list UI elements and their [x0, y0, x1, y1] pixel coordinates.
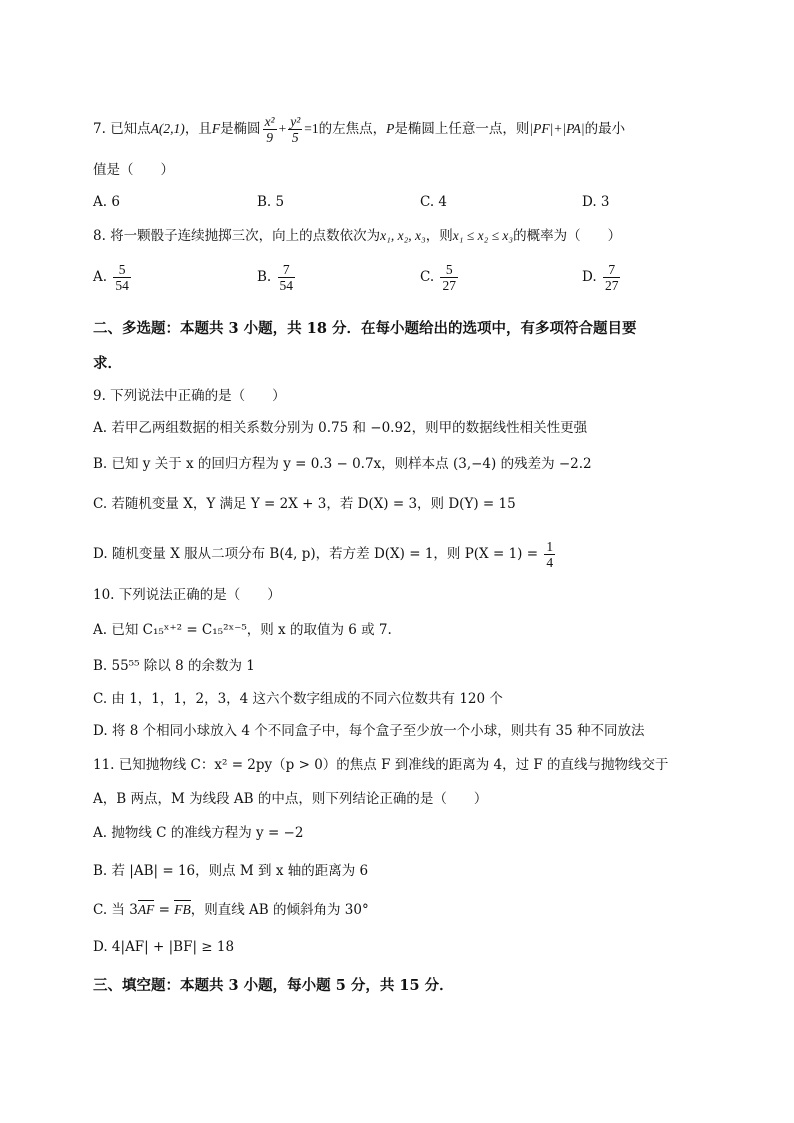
q8-c-num: 5 — [440, 262, 458, 278]
q7-text-4: 的左焦点， — [318, 121, 387, 137]
q11-c-vector-fb: FB — [174, 902, 191, 917]
q8-d-num: 7 — [603, 262, 621, 278]
q11-c-post: ，则直线 AB 的倾斜角为 30° — [190, 902, 369, 918]
q7-y-num: y² — [290, 114, 301, 129]
q9-option-d[interactable] — [93, 539, 557, 570]
q9-option-a[interactable]: A. 若甲乙两组数据的相关系数分别为 0.75 和 −0.92，则甲的数据线性相关性更强 — [93, 420, 588, 436]
q7-stem-line1 — [93, 114, 625, 145]
q9-d-text: D. 随机变量 X 服从二项分布 B(4, p)，若方差 D(X) = 1，则 P(X = 1) = — [93, 546, 539, 562]
q11-c-mid: = — [154, 902, 175, 918]
q7-expression: |PF|+|PA| — [529, 121, 585, 136]
q7-text-2: ，且 — [184, 121, 212, 137]
q7-text-3: 是椭圆 — [220, 121, 261, 137]
q11-stem-line1: 11. 已知抛物线 C：x² = 2py（p > 0）的焦点 F 到准线的距离为 4，过 F 的直线与抛物线交于 — [93, 757, 669, 773]
q10-option-c[interactable]: C. 由 1，1，1，2，3，4 这六个数字组成的不同六位数共有 120 个 — [93, 691, 503, 707]
q11-c-vector-af: AF — [137, 902, 155, 917]
q7-text-1: 已知点 — [110, 121, 151, 137]
q8-stem — [93, 227, 621, 245]
q10-stem: 10. 下列说法正确的是（ ） — [93, 587, 281, 603]
q7-ellipse-y-frac — [288, 114, 302, 145]
q7-y-den: 5 — [291, 130, 299, 145]
q11-stem-line2: A，B 两点，M 为线段 AB 的中点，则下列结论正确的是（ ） — [93, 791, 488, 807]
q9-option-c[interactable]: C. 若随机变量 X，Y 满足 Y = 2X + 3，若 D(X) = 3，则 D(Y) = 15 — [93, 496, 516, 512]
q7-x-num: x² — [264, 114, 275, 129]
q8-a-den: 54 — [115, 278, 129, 293]
q7-focus-f: F — [211, 121, 221, 136]
q11-c-pre: C. 当 3 — [93, 902, 138, 918]
q7-point-p: P — [386, 121, 395, 136]
q8-stem-c: 的概率为（ ） — [513, 228, 622, 244]
q8-b-label: B. — [257, 269, 272, 285]
q8-stem-b: ，则 — [425, 228, 453, 244]
q10-option-d[interactable]: D. 将 8 个相同小球放入 4 个不同盒子中，每个盒子至少放一个小球，则共有 35 种不同放法 — [93, 723, 645, 739]
q8-a-label: A. — [93, 269, 108, 285]
q7-option-b[interactable]: B. 5 — [257, 194, 285, 210]
q8-c-den: 27 — [442, 278, 456, 293]
q9-d-den: 4 — [546, 555, 554, 570]
q8-option-d[interactable] — [582, 262, 622, 293]
q7-point-a: A(2,1) — [150, 121, 185, 136]
q8-d-frac — [603, 262, 621, 293]
q9-d-frac — [544, 539, 555, 570]
q7-text-5: 是椭圆上任意一点，则 — [394, 121, 530, 137]
q10-option-b[interactable]: B. 55⁵⁵ 除以 8 的余数为 1 — [93, 658, 255, 674]
q8-stem-a: 8. 将一颗骰子连续抛掷三次，向上的点数依次为 — [93, 228, 381, 244]
q11-option-d[interactable]: D. 4|AF| + |BF| ≥ 18 — [93, 939, 235, 955]
q7-x-den: 9 — [266, 130, 273, 145]
q8-option-c[interactable] — [420, 262, 460, 293]
q8-a-num: 5 — [113, 262, 131, 278]
q7-number: 7. — [93, 121, 106, 137]
q8-c-frac — [440, 262, 458, 293]
q8-option-b[interactable] — [257, 262, 297, 293]
q8-d-label: D. — [582, 269, 597, 285]
q9-stem: 9. 下列说法中正确的是（ ） — [93, 388, 286, 404]
q8-inequality: x₁ ≤ x₂ ≤ x₃ — [452, 228, 514, 243]
q9-option-b[interactable]: B. 已知 y 关于 x 的回归方程为 y = 0.3 − 0.7x，则样本点 (3,−4) 的残差为 −2.2 — [93, 456, 592, 472]
q7-ellipse-x-frac — [263, 114, 277, 145]
q8-b-frac — [278, 262, 296, 293]
section-2-heading-cont: 求． — [93, 355, 122, 372]
q9-d-num: 1 — [546, 539, 554, 554]
q7-option-c[interactable]: C. 4 — [420, 194, 448, 210]
q8-d-den: 27 — [604, 278, 619, 293]
q8-a-frac — [113, 262, 131, 293]
q8-b-den: 54 — [279, 278, 294, 293]
q11-option-a[interactable]: A. 抛物线 C 的准线方程为 y = −2 — [93, 825, 304, 841]
section-3-heading: 三、填空题：本题共 3 小题，每小题 5 分，共 15 分． — [93, 977, 454, 994]
q7-stem-line2: 值是（ ） — [93, 162, 174, 178]
q10-option-a[interactable]: A. 已知 C₁₅ˣ⁺² = C₁₅²ˣ⁻⁵，则 x 的取值为 6 或 7. — [93, 622, 392, 638]
q7-option-d[interactable]: D. 3 — [582, 194, 610, 210]
q11-option-c[interactable] — [93, 901, 369, 919]
q7-plus: + — [278, 121, 287, 136]
q7-option-a[interactable]: A. 6 — [93, 194, 120, 210]
q7-eq1: =1 — [304, 121, 319, 136]
q8-option-a[interactable] — [93, 262, 133, 293]
q7-text-6: 的最小 — [584, 121, 626, 137]
q8-vars: x₁, x₂, x₃ — [380, 228, 426, 243]
q11-option-b[interactable]: B. 若 |AB| = 16，则点 M 到 x 轴的距离为 6 — [93, 863, 369, 879]
q8-b-num: 7 — [278, 262, 296, 278]
q8-c-label: C. — [420, 269, 435, 285]
section-2-heading: 二、多选题：本题共 3 小题，共 18 分．在每小题给出的选项中，有多项符合题目要 — [93, 320, 637, 337]
